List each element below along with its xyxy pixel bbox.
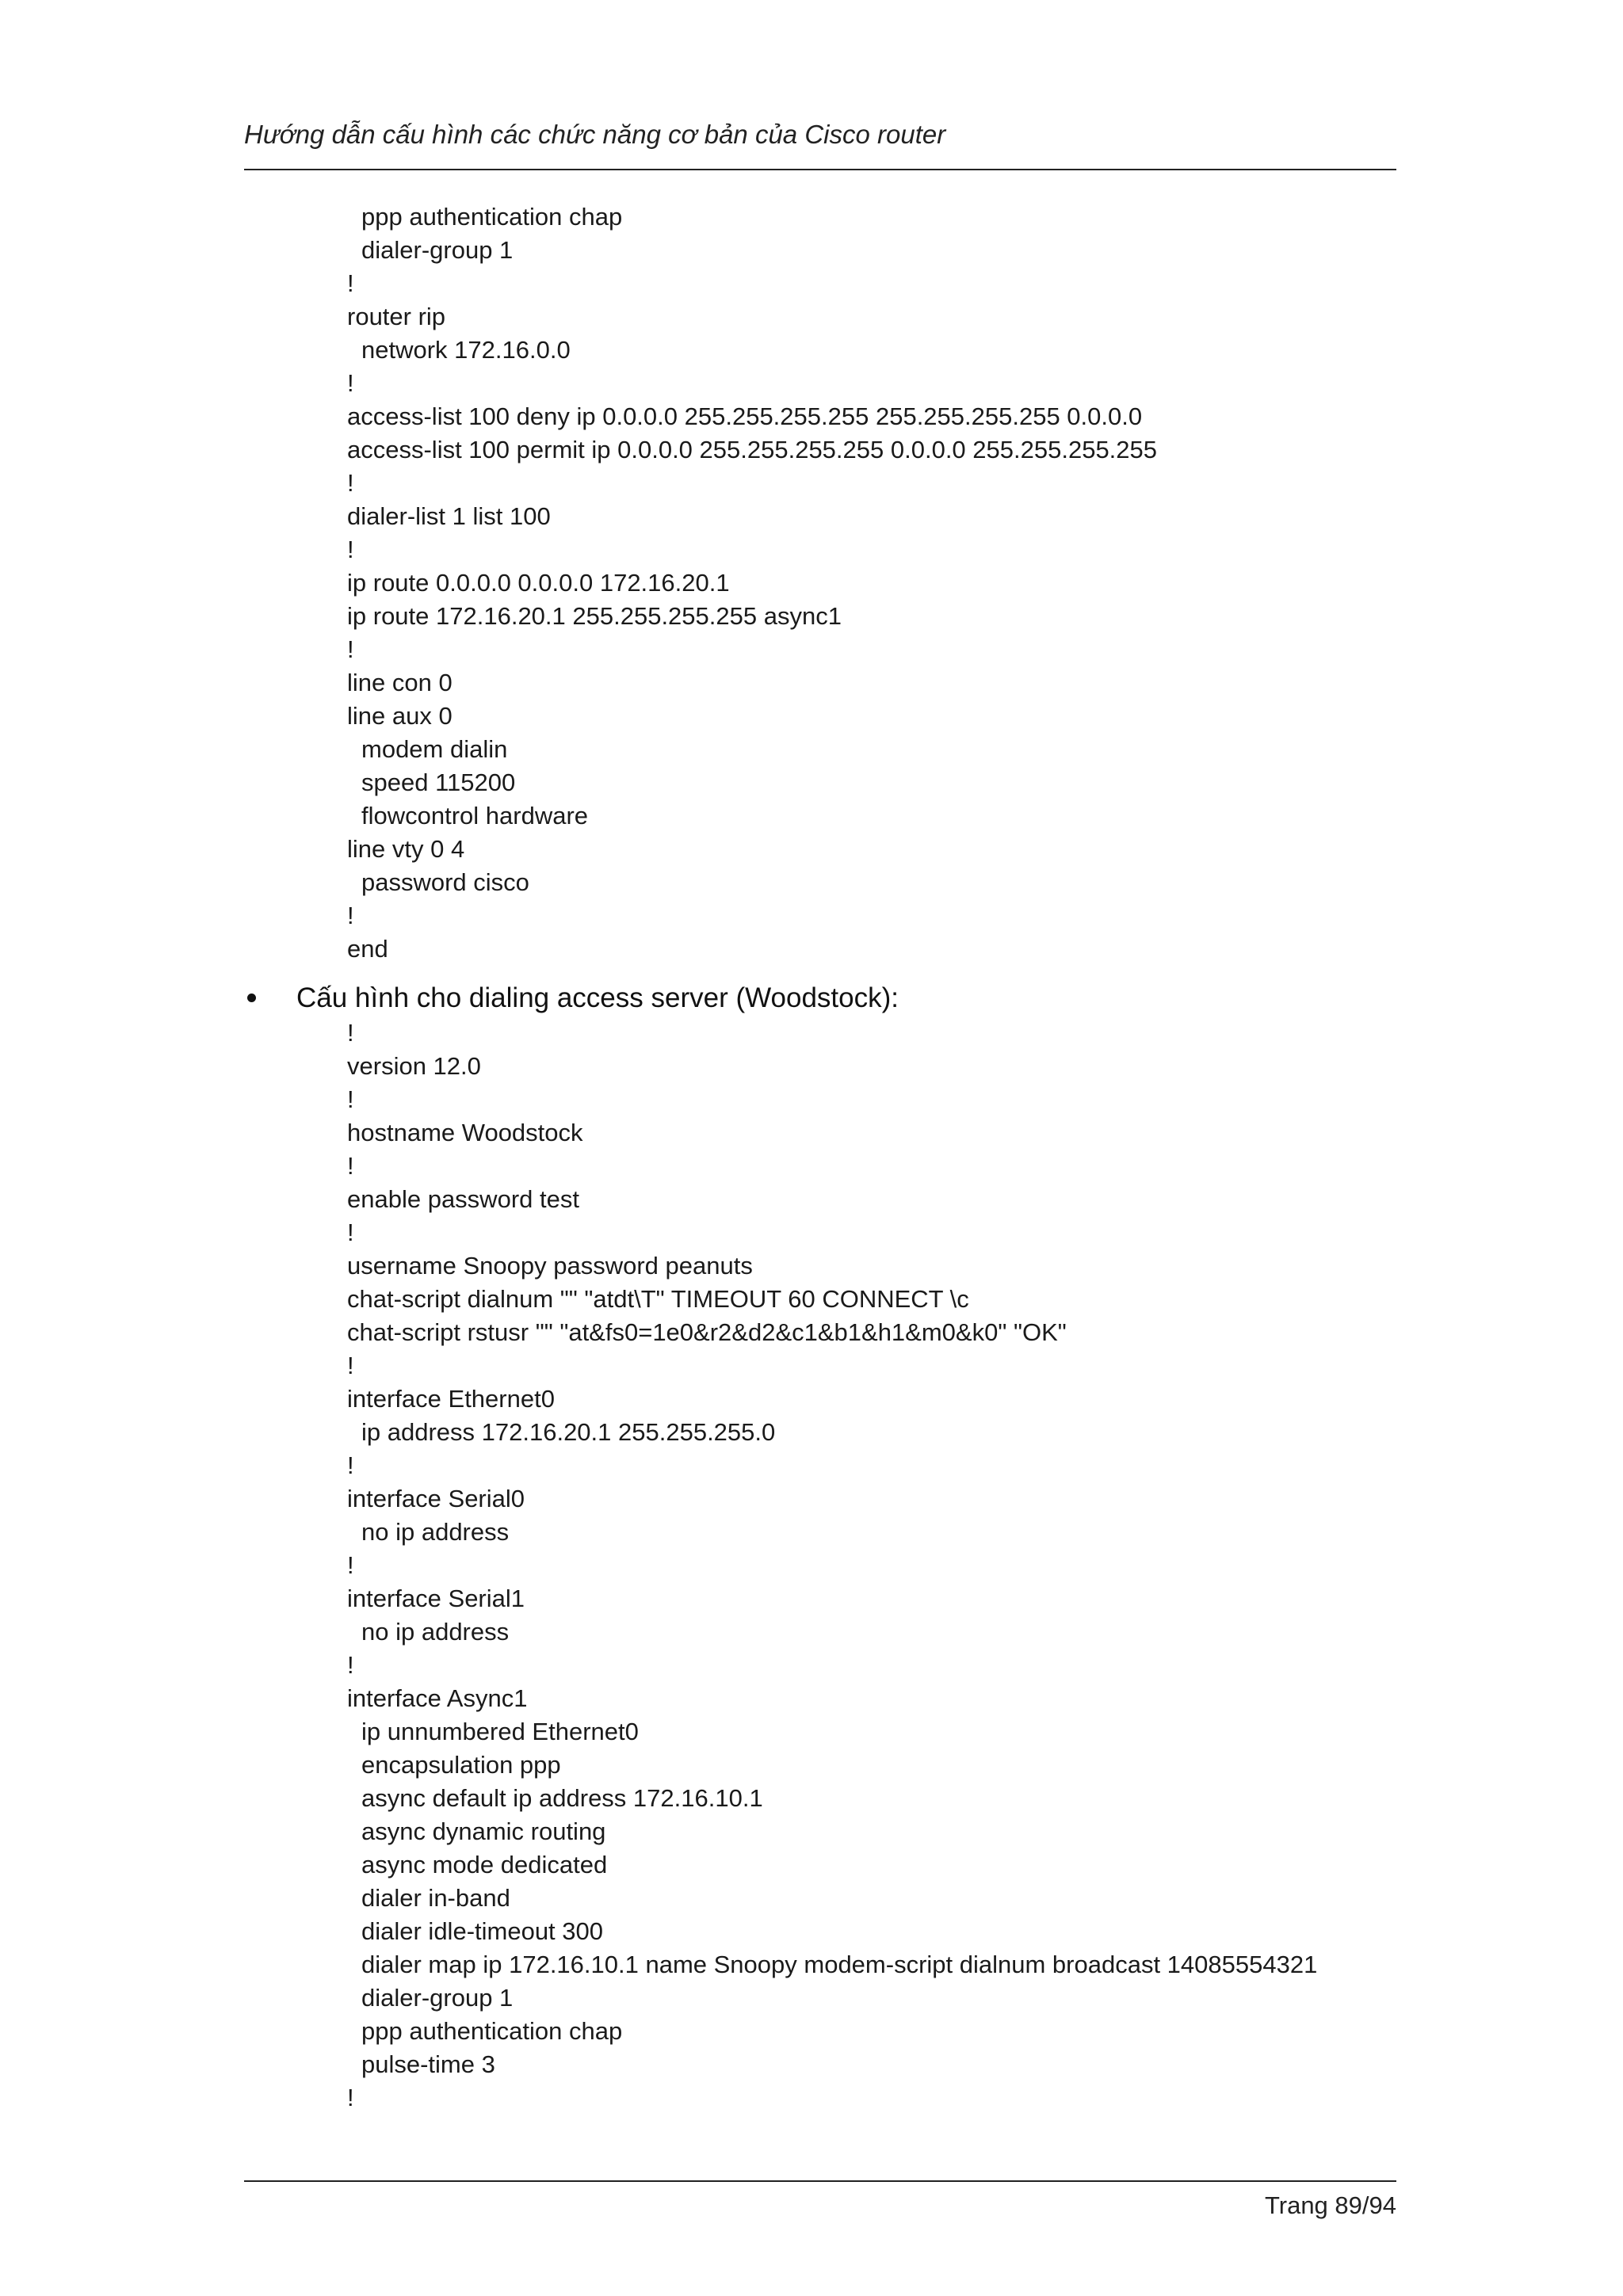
config-line: dialer map ip 172.16.10.1 name Snoopy modem-script dialnum broadcast 14085554321 xyxy=(361,1951,1318,1978)
config-line: ip route 0.0.0.0 0.0.0.0 172.16.20.1 xyxy=(347,569,730,597)
config-line: pulse-time 3 xyxy=(361,2050,495,2078)
config-line: ip unnumbered Ethernet0 xyxy=(361,1718,639,1745)
config-line: ! xyxy=(347,536,354,563)
config-line: ! xyxy=(347,269,354,297)
config-line: access-list 100 permit ip 0.0.0.0 255.255.255.255 0.0.0.0 255.255.255.255 xyxy=(347,436,1158,463)
config-line: flowcontrol hardware xyxy=(361,802,589,830)
config-line: version 12.0 xyxy=(347,1052,481,1080)
config-line: ! xyxy=(347,369,354,397)
config-line: ! xyxy=(347,469,354,497)
config-line: ip address 172.16.20.1 255.255.255.0 xyxy=(361,1418,776,1446)
config-line: ! xyxy=(347,1152,354,1180)
config-line: access-list 100 deny ip 0.0.0.0 255.255.255.255 255.255.255.255 0.0.0.0 xyxy=(347,402,1143,430)
config-line: password cisco xyxy=(361,868,529,896)
config-line: ppp authentication chap xyxy=(361,2017,623,2045)
footer-divider xyxy=(244,2180,1396,2182)
config-line: router rip xyxy=(347,303,446,330)
config-line: modem dialin xyxy=(361,735,508,763)
config-line: username Snoopy password peanuts xyxy=(347,1252,753,1280)
section-heading: Cấu hình cho dialing access server (Woodstock): xyxy=(296,982,899,1013)
page-header-title: Hướng dẫn cấu hình các chức năng cơ bản của Cisco router xyxy=(244,120,946,149)
config-line: line con 0 xyxy=(347,669,453,696)
config-line: async mode dedicated xyxy=(361,1851,608,1878)
config-line: interface Serial1 xyxy=(347,1585,525,1612)
config-line: line aux 0 xyxy=(347,702,453,730)
config-line: ! xyxy=(347,1551,354,1579)
config-line: async dynamic routing xyxy=(361,1817,606,1845)
config-line: async default ip address 172.16.10.1 xyxy=(361,1784,763,1812)
config-line: ! xyxy=(347,1451,354,1479)
config-block-access-server xyxy=(347,1016,1317,2115)
config-line: dialer-group 1 xyxy=(361,1984,514,2012)
config-line: encapsulation ppp xyxy=(361,1751,561,1779)
config-line: no ip address xyxy=(361,1518,510,1546)
config-line: interface Ethernet0 xyxy=(347,1385,555,1413)
bullet-icon xyxy=(247,994,256,1002)
config-line: ip route 172.16.20.1 255.255.255.255 async1 xyxy=(347,602,842,630)
config-line: interface Serial0 xyxy=(347,1485,525,1512)
config-line: line vty 0 4 xyxy=(347,835,465,863)
config-block-router xyxy=(347,200,1157,966)
config-line: interface Async1 xyxy=(347,1684,528,1712)
config-line: ! xyxy=(347,1651,354,1679)
header-divider xyxy=(244,169,1396,170)
config-line: hostname Woodstock xyxy=(347,1119,583,1146)
config-line: dialer idle-timeout 300 xyxy=(361,1917,604,1945)
config-line: no ip address xyxy=(361,1618,510,1646)
config-line: enable password test xyxy=(347,1185,579,1213)
config-line: dialer in-band xyxy=(361,1884,510,1912)
config-line: chat-script dialnum "" "atdt\T" TIMEOUT 60 CONNECT \c xyxy=(347,1285,969,1313)
config-line: chat-script rstusr "" "at&fs0=1e0&r2&d2&c1&b1&h1&m0&k0" "OK" xyxy=(347,1318,1067,1346)
config-line: ! xyxy=(347,902,354,929)
config-line: dialer-group 1 xyxy=(361,236,514,264)
config-line: network 172.16.0.0 xyxy=(361,336,571,364)
config-line: dialer-list 1 list 100 xyxy=(347,502,551,530)
config-line: ! xyxy=(347,1019,354,1047)
config-line: speed 115200 xyxy=(361,769,516,796)
config-line: ppp authentication chap xyxy=(361,203,623,231)
page-number: Trang 89/94 xyxy=(1264,2191,1396,2219)
config-line: ! xyxy=(347,635,354,663)
config-line: ! xyxy=(347,1219,354,1246)
config-line: end xyxy=(347,935,388,963)
config-line: ! xyxy=(347,2084,354,2111)
config-line: ! xyxy=(347,1352,354,1379)
config-line: ! xyxy=(347,1085,354,1113)
